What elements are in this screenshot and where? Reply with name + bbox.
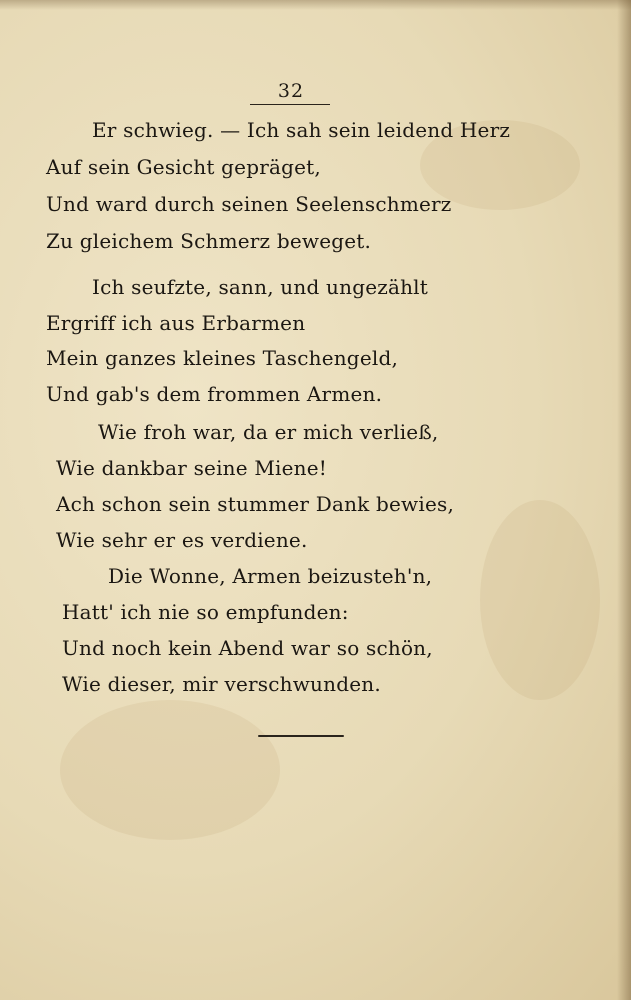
verse-line: Und noch kein Abend war so schön, xyxy=(62,636,433,660)
verse-line: Und ward durch seinen Seelenschmerz xyxy=(46,192,452,216)
verse-line: Wie sehr er es verdiene. xyxy=(56,528,308,552)
verse-line: Die Wonne, Armen beizusteh'n, xyxy=(108,564,433,588)
verse-line: Wie dieser, mir verschwunden. xyxy=(62,672,381,696)
verse-line: Ergriff ich aus Erbarmen xyxy=(46,311,306,335)
verse-line: Mein ganzes kleines Taschengeld, xyxy=(46,346,399,370)
verse-line: Wie froh war, da er mich verließ, xyxy=(98,420,439,444)
end-rule xyxy=(258,735,344,737)
verse-line: Ich seufzte, sann, und ungezählt xyxy=(92,275,429,299)
page-number: 32 xyxy=(277,80,305,102)
verse-line: Und gab's dem frommen Armen. xyxy=(46,382,383,406)
verse-line: Auf sein Gesicht gepräget, xyxy=(46,155,321,179)
verse-line: Er schwieg. — Ich sah sein leidend Herz xyxy=(92,118,511,142)
verse-line: Wie dankbar seine Miene! xyxy=(56,456,328,480)
verse-line: Zu gleichem Schmerz beweget. xyxy=(46,229,372,253)
verse-line: Ach schon sein stummer Dank bewies, xyxy=(56,492,455,516)
verse-line: Hatt' ich nie so empfunden: xyxy=(62,600,349,624)
